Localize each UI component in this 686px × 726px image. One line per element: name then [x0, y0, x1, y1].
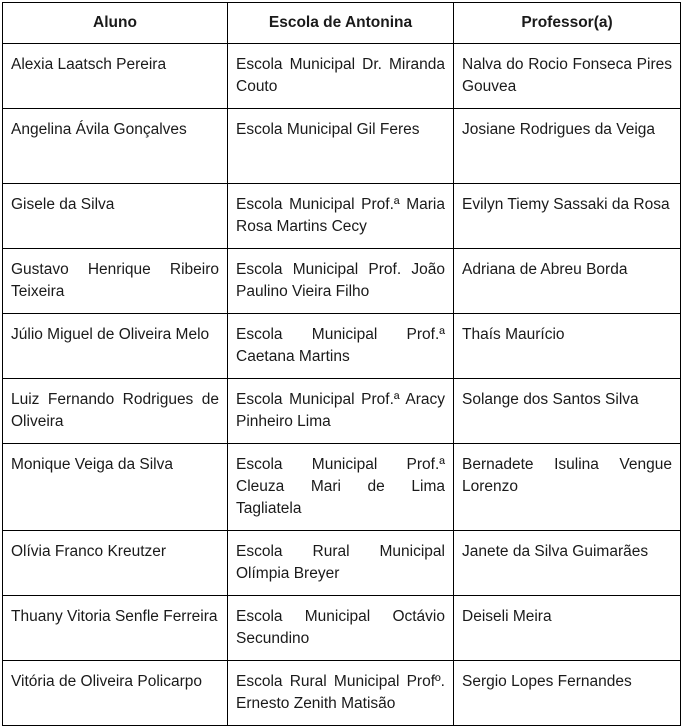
table-row: [3, 531, 681, 596]
aluno-cell: Alexia Laatsch Pereira: [3, 44, 228, 109]
professor-cell: Deiseli Meira: [454, 596, 681, 661]
table-row: [3, 661, 681, 726]
professor-cell: Evilyn Tiemy Sassaki da Rosa: [454, 184, 681, 249]
aluno-cell: Olívia Franco Kreutzer: [3, 531, 228, 596]
escola-cell: Escola Municipal Dr. Miranda Couto: [228, 44, 454, 109]
escola-cell: Escola Municipal Prof. João Paulino Vieira Filho: [228, 249, 454, 314]
escola-cell: Escola Municipal Prof.ª Aracy Pinheiro Lima: [228, 379, 454, 444]
aluno-cell: Gisele da Silva: [3, 184, 228, 249]
students-table: [2, 2, 681, 726]
escola-cell: Escola Municipal Prof.ª Maria Rosa Martins Cecy: [228, 184, 454, 249]
aluno-cell: Vitória de Oliveira Policarpo: [3, 661, 228, 726]
aluno-cell: Monique Veiga da Silva: [3, 444, 228, 531]
aluno-cell: Luiz Fernando Rodrigues de Oliveira: [3, 379, 228, 444]
professor-cell: Adriana de Abreu Borda: [454, 249, 681, 314]
table-row: [3, 249, 681, 314]
escola-cell: Escola Rural Municipal Olímpia Breyer: [228, 531, 454, 596]
aluno-cell: Gustavo Henrique Ribeiro Teixeira: [3, 249, 228, 314]
table-row: [3, 314, 681, 379]
column-header-escola: Escola de Antonina: [228, 3, 454, 44]
professor-cell: Thaís Maurício: [454, 314, 681, 379]
table-row: [3, 444, 681, 531]
aluno-cell: Júlio Miguel de Oliveira Melo: [3, 314, 228, 379]
professor-cell: Josiane Rodrigues da Veiga: [454, 109, 681, 184]
table-row: [3, 379, 681, 444]
escola-cell: Escola Rural Municipal Profº. Ernesto Zenith Matisão: [228, 661, 454, 726]
professor-cell: Sergio Lopes Fernandes: [454, 661, 681, 726]
column-header-aluno: Aluno: [3, 3, 228, 44]
aluno-cell: Angelina Ávila Gonçalves: [3, 109, 228, 184]
table-row: [3, 184, 681, 249]
professor-cell: Janete da Silva Guimarães: [454, 531, 681, 596]
table-row: [3, 109, 681, 184]
professor-cell: Solange dos Santos Silva: [454, 379, 681, 444]
aluno-cell: Thuany Vitoria Senfle Ferreira: [3, 596, 228, 661]
escola-cell: Escola Municipal Gil Feres: [228, 109, 454, 184]
escola-cell: Escola Municipal Octávio Secundino: [228, 596, 454, 661]
column-header-professor: Professor(a): [454, 3, 681, 44]
professor-cell: Nalva do Rocio Fonseca Pires Gouvea: [454, 44, 681, 109]
escola-cell: Escola Municipal Prof.ª Cleuza Mari de Lima Tagliatela: [228, 444, 454, 531]
table-row: [3, 44, 681, 109]
table-row: [3, 596, 681, 661]
escola-cell: Escola Municipal Prof.ª Caetana Martins: [228, 314, 454, 379]
table-header-row: [3, 3, 681, 44]
professor-cell: Bernadete Isulina Vengue Lorenzo: [454, 444, 681, 531]
